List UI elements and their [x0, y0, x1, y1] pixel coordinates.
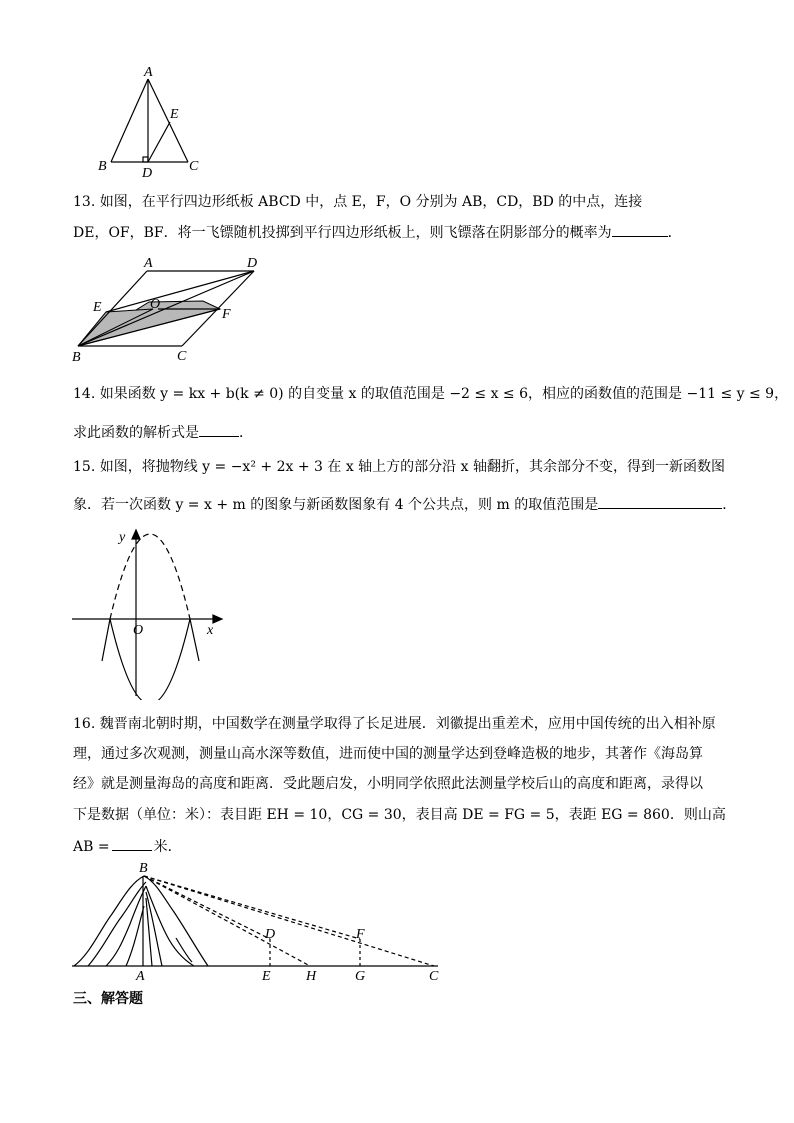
- triangle-figure: [90, 62, 210, 180]
- axis-label-x: x: [207, 623, 214, 638]
- q14-end: ．: [239, 425, 253, 441]
- label-B: B: [72, 350, 81, 365]
- q16-line5: [73, 836, 182, 857]
- label-D: D: [265, 927, 276, 942]
- axis-label-y: y: [119, 530, 126, 545]
- parabola-graph: [66, 524, 236, 700]
- q15-answer-blank[interactable]: [598, 494, 722, 509]
- q16-line3: 经》就是测量海岛的高度和距离．受此题启发，小明同学依照此法测量学校后山的高度和距离，录得以: [73, 776, 703, 792]
- label-C: C: [429, 969, 439, 984]
- q15-line2-text: 象．若一次函数 y = x + m 的图象与新函数图象有 4 个公共点，则 m 的取值范围是: [73, 497, 599, 513]
- label-F: F: [222, 307, 231, 322]
- q16-line1: 16. 魏晋南北朝时期，中国数学在测量学取得了长足进展．刘徽提出重差术，应用中国传统的出入相补原: [73, 716, 716, 732]
- q15-line2: [73, 494, 736, 515]
- label-C: C: [189, 159, 199, 174]
- q13-end: ．: [667, 225, 682, 241]
- label-A: A: [144, 256, 153, 271]
- label-O: O: [150, 297, 161, 312]
- label-B: B: [139, 861, 148, 876]
- q16-answer-blank[interactable]: [112, 836, 152, 851]
- label-B: B: [98, 159, 107, 174]
- q14-line1: 14. 如果函数 y = kx + b(k ≠ 0) 的自变量 x 的取值范围是 −2 ≤ x ≤ 6，相应的函数值的范围是 −11 ≤ y ≤ 9，: [73, 386, 789, 402]
- label-A: A: [136, 969, 145, 984]
- q16-line5-text: AB =: [73, 839, 110, 855]
- mountain-figure: [66, 858, 456, 988]
- label-C: C: [177, 349, 187, 364]
- q13-line2: [73, 222, 682, 243]
- label-E: E: [262, 969, 271, 984]
- q13-answer-blank[interactable]: [612, 222, 668, 237]
- label-E: E: [93, 300, 102, 315]
- q13-line1: 13. 如图，在平行四边形纸板 ABCD 中，点 E，F，O 分别为 AB，CD，BD 的中点，连接: [73, 194, 643, 210]
- label-G: G: [355, 969, 366, 984]
- label-D: D: [142, 166, 153, 180]
- label-D: D: [247, 256, 258, 271]
- q14-answer-blank[interactable]: [199, 422, 239, 437]
- label-A: A: [144, 65, 153, 80]
- q15-end: ．: [722, 497, 737, 513]
- label-F: F: [356, 927, 365, 942]
- q16-line2: 理，通过多次观测，测量山高水深等数值，进而使中国的测量学达到登峰造极的地步，其著作《海岛算: [73, 746, 703, 762]
- q14-line2: [73, 422, 253, 443]
- label-E: E: [170, 107, 179, 122]
- origin-label: O: [133, 623, 144, 638]
- parallelogram-figure: [66, 253, 266, 365]
- q14-line2-text: 求此函数的解析式是: [73, 425, 199, 441]
- q13-line2-text: DE，OF，BF．将一飞镖随机投掷到平行四边形纸板上，则飞镖落在阴影部分的概率为: [73, 225, 612, 241]
- label-H: H: [306, 969, 317, 984]
- q16-end: 米．: [153, 839, 182, 855]
- q15-line1: 15. 如图，将抛物线 y = −x² + 2x + 3 在 x 轴上方的部分沿 x 轴翻折，其余部分不变，得到一新函数图: [73, 459, 725, 475]
- section-heading: 三、解答题: [73, 991, 143, 1007]
- q16-line4: 下是数据（单位：米）：表目距 EH = 10，CG = 30，表目高 DE = FG = 5，表距 EG = 860．则山高: [73, 807, 726, 823]
